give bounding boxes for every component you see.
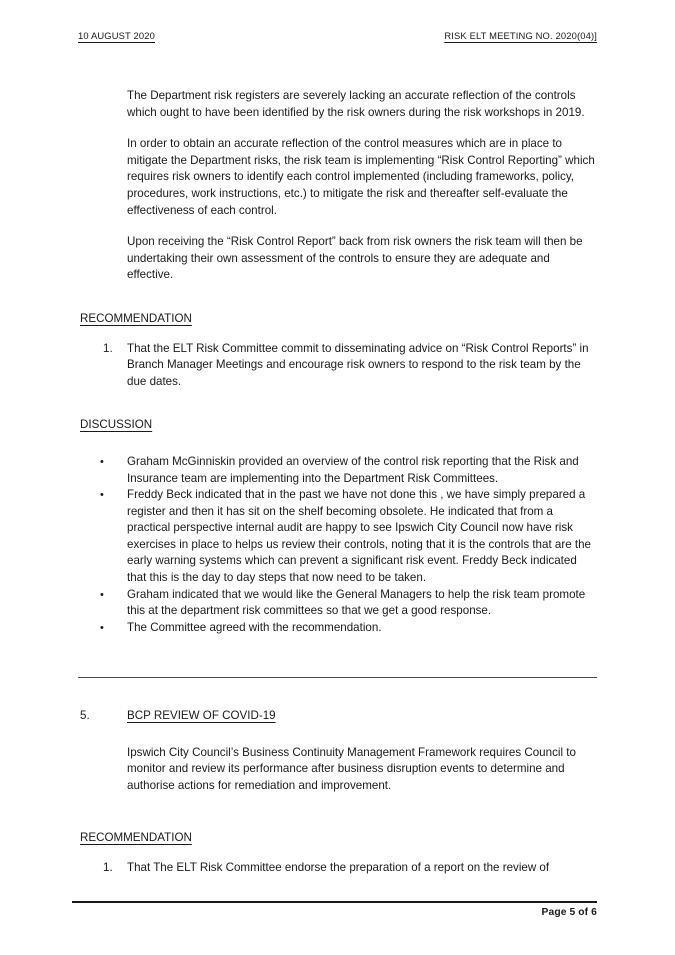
recommendation-list-2 bbox=[0, 860, 675, 877]
spacer bbox=[0, 847, 675, 860]
discussion-heading bbox=[0, 417, 675, 434]
bullet-icon: • bbox=[100, 621, 104, 634]
list-item-number: 1. bbox=[103, 860, 113, 874]
recommendation-heading-2-label: RECOMMENDATION bbox=[80, 831, 192, 845]
list-item-text: Freddy Beck indicated that in the past we have not done this , we have simply prepared a register and then it has sit on the shelf becoming obsolete. He indicated that from a practical perspective internal audit are happy to see Ipswich City Council now have risk exercises in place to helps us review their controls, noting that it is the controls that are the early warning systems which can prevent a significant risk event. Freddy Beck indicated that this is the day to day steps that now need to be taken. bbox=[127, 488, 591, 585]
document-body bbox=[0, 88, 675, 636]
discussion-bullet-list bbox=[0, 454, 675, 637]
section-5-block bbox=[0, 708, 675, 877]
section-5-number: 5. bbox=[80, 709, 90, 722]
list-item-text: Graham indicated that we would like the General Managers to help the risk team promote this at the department risk committees so that we get a good response. bbox=[127, 587, 586, 618]
list-item bbox=[0, 587, 675, 620]
list-item-number: 1. bbox=[103, 341, 113, 355]
recommendation-list-1 bbox=[0, 341, 675, 391]
list-item bbox=[0, 454, 675, 487]
list-item-text: That The ELT Risk Committee endorse the preparation of a report on the review of bbox=[127, 860, 550, 874]
bullet-icon: • bbox=[100, 455, 104, 468]
footer bbox=[78, 907, 597, 918]
paragraph-risk-registers: The Department risk registers are severely lacking an accurate reflection of the controls which ought to have been identified by the risk owners during the risk workshops in 2019. bbox=[127, 89, 585, 119]
list-item bbox=[0, 620, 675, 637]
bullet-icon: • bbox=[100, 489, 104, 502]
list-item bbox=[0, 860, 675, 877]
spacer bbox=[0, 794, 675, 821]
list-item bbox=[0, 487, 675, 587]
page-number-label: Page 5 of 6 bbox=[541, 907, 597, 918]
header-meeting-reference: RISK ELT MEETING NO. 2020(04)] bbox=[444, 30, 597, 41]
list-item-text: The Committee agreed with the recommendation. bbox=[127, 620, 382, 634]
paragraph-bcm-framework: Ipswich City Council’s Business Continuity Management Framework requires Council to monitor and review its performance after business disruption events to determine and authorise actions for remediation and improvement. bbox=[127, 745, 576, 792]
section-5-title: BCP REVIEW OF COVID-19 bbox=[127, 709, 276, 722]
spacer bbox=[0, 821, 675, 830]
list-item-text: That the ELT Risk Committee commit to disseminating advice on “Risk Control Reports” in Branch Manager Meetings and encourage risk owners to respond to the risk team by the due dates. bbox=[127, 341, 589, 388]
bullet-icon: • bbox=[100, 588, 104, 601]
header-date: 10 AUGUST 2020 bbox=[78, 30, 155, 41]
spacer bbox=[0, 434, 675, 454]
recommendation-heading-1-label: RECOMMENDATION bbox=[80, 311, 192, 325]
paragraph-risk-control-reporting: In order to obtain an accurate reflection of the control measures which are in place to mitigate the Department risks, the risk team is implementing “Risk Control Reporting” which requires risk owners to identify each control implemented (including frameworks, policy, procedures, work instructions, etc.) to mitigate the risk and thereafter self-evaluate the effectiveness of each control. bbox=[127, 137, 595, 217]
document-header bbox=[78, 30, 597, 41]
recommendation-heading-1 bbox=[0, 311, 675, 328]
spacer bbox=[0, 390, 675, 417]
list-item-text: Graham McGinniskin provided an overview of the control risk reporting that the Risk and Insurance team are implementing into the Department Risk Committees. bbox=[127, 454, 579, 485]
section-5-heading bbox=[0, 708, 675, 725]
footer-divider bbox=[72, 901, 597, 903]
spacer bbox=[0, 284, 675, 311]
spacer bbox=[0, 328, 675, 341]
paragraph-risk-control-report-assessment: Upon receiving the “Risk Control Report” back from risk owners the risk team will then be undertaking their own assessment of the controls to ensure they are adequate and effective. bbox=[127, 235, 583, 282]
section-divider bbox=[78, 677, 597, 678]
list-item bbox=[0, 341, 675, 391]
recommendation-heading-2 bbox=[0, 830, 675, 847]
spacer bbox=[0, 725, 675, 745]
discussion-heading-label: DISCUSSION bbox=[80, 418, 153, 432]
